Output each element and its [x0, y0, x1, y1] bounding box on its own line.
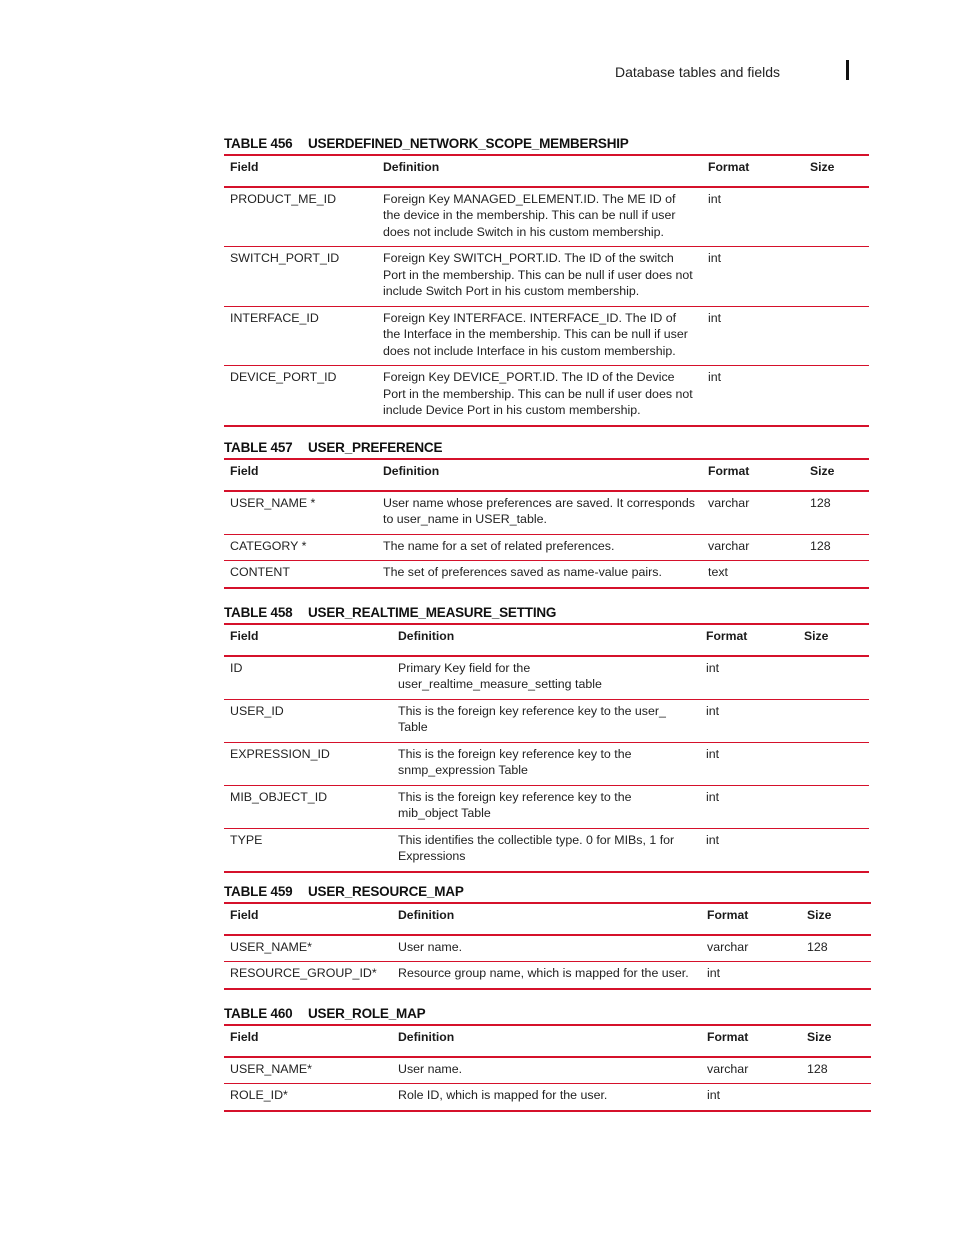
data-table — [224, 902, 871, 990]
table-row — [224, 656, 869, 700]
table-cell — [798, 699, 869, 742]
column-header: Size — [804, 459, 869, 491]
table-cell: SWITCH_PORT_ID — [224, 247, 377, 307]
table-cell: ID — [224, 656, 392, 700]
table-row — [224, 699, 869, 742]
running-header: Database tables and fields — [615, 64, 780, 80]
column-header: Size — [801, 903, 871, 935]
table-cell — [798, 828, 869, 872]
table-cell: int — [700, 699, 798, 742]
column-header: Format — [702, 155, 804, 187]
table-row — [224, 1084, 871, 1111]
table-cell: This is the foreign key reference key to the user_ Table — [392, 699, 700, 742]
table-row — [224, 828, 869, 872]
table-cell: The name for a set of related preferences. — [377, 534, 702, 561]
column-header: Format — [702, 459, 804, 491]
column-header: Field — [224, 155, 377, 187]
table-cell: This identifies the collectible type. 0 for MIBs, 1 for Expressions — [392, 828, 700, 872]
table-row — [224, 247, 869, 307]
table-cell: Resource group name, which is mapped for the user. — [392, 962, 701, 989]
table-cell: PRODUCT_ME_ID — [224, 187, 377, 247]
table-cell — [804, 561, 869, 588]
table-cell: ROLE_ID* — [224, 1084, 392, 1111]
table-block — [224, 438, 869, 589]
table-cell: INTERFACE_ID — [224, 306, 377, 366]
table-block — [224, 134, 869, 427]
table-cell: int — [702, 366, 804, 426]
table-cell — [798, 785, 869, 828]
table-row — [224, 187, 869, 247]
table-number: TABLE 458 — [224, 605, 293, 620]
table-cell: User name. — [392, 1057, 701, 1084]
table-cell: USER_NAME* — [224, 1057, 392, 1084]
table-cell: DEVICE_PORT_ID — [224, 366, 377, 426]
table-cell — [804, 366, 869, 426]
table-number: TABLE 459 — [224, 884, 293, 899]
table-caption — [224, 438, 869, 458]
table-cell — [804, 187, 869, 247]
table-cell: int — [701, 1084, 801, 1111]
table-row — [224, 534, 869, 561]
table-cell: USER_NAME* — [224, 935, 392, 962]
table-cell — [804, 306, 869, 366]
table-cell: Foreign Key SWITCH_PORT.ID. The ID of the switch Port in the membership. This can be null if user does not include Switch Port in his custom membership. — [377, 247, 702, 307]
column-header: Definition — [377, 459, 702, 491]
table-cell — [804, 247, 869, 307]
table-caption — [224, 603, 869, 623]
header-row — [224, 624, 869, 656]
table-row — [224, 785, 869, 828]
column-header: Field — [224, 903, 392, 935]
table-cell: 128 — [804, 491, 869, 535]
table-cell: User name. — [392, 935, 701, 962]
table-cell: varchar — [702, 534, 804, 561]
table-row — [224, 306, 869, 366]
header-bar — [846, 60, 849, 80]
table-title: USER_REALTIME_MEASURE_SETTING — [308, 605, 557, 620]
table-cell: varchar — [701, 935, 801, 962]
table-cell: EXPRESSION_ID — [224, 742, 392, 785]
table-cell — [798, 742, 869, 785]
table-cell: text — [702, 561, 804, 588]
table-caption — [224, 134, 869, 154]
table-cell — [801, 1084, 871, 1111]
column-header: Field — [224, 459, 377, 491]
table-cell: int — [701, 962, 801, 989]
table-cell: USER_NAME * — [224, 491, 377, 535]
column-header: Definition — [392, 903, 701, 935]
table-cell: CATEGORY * — [224, 534, 377, 561]
column-header: Field — [224, 1025, 392, 1057]
table-cell: int — [702, 247, 804, 307]
table-cell: MIB_OBJECT_ID — [224, 785, 392, 828]
table-cell: int — [702, 187, 804, 247]
data-table — [224, 623, 869, 873]
table-cell: varchar — [702, 491, 804, 535]
table-number: TABLE 457 — [224, 440, 293, 455]
column-header: Format — [701, 903, 801, 935]
table-number: TABLE 456 — [224, 136, 293, 151]
column-header: Size — [798, 624, 869, 656]
table-cell: The set of preferences saved as name-value pairs. — [377, 561, 702, 588]
table-cell: int — [700, 742, 798, 785]
table-cell: CONTENT — [224, 561, 377, 588]
table-cell: 128 — [804, 534, 869, 561]
table-row — [224, 1057, 871, 1084]
table-block — [224, 603, 869, 873]
table-cell: Foreign Key MANAGED_ELEMENT.ID. The ME ID of the device in the membership. This can be null if user does not include Switch in his custom membership. — [377, 187, 702, 247]
header-row — [224, 1025, 871, 1057]
table-cell: int — [702, 306, 804, 366]
table-block — [224, 882, 871, 990]
column-header: Definition — [377, 155, 702, 187]
column-header: Format — [701, 1025, 801, 1057]
table-caption — [224, 1004, 871, 1024]
table-cell: int — [700, 785, 798, 828]
header-row — [224, 903, 871, 935]
table-row — [224, 366, 869, 426]
column-header: Field — [224, 624, 392, 656]
column-header: Format — [700, 624, 798, 656]
table-title: USER_PREFERENCE — [308, 440, 443, 455]
data-table — [224, 154, 869, 427]
table-cell: RESOURCE_GROUP_ID* — [224, 962, 392, 989]
table-title: USER_ROLE_MAP — [308, 1006, 426, 1021]
table-cell: Role ID, which is mapped for the user. — [392, 1084, 701, 1111]
table-cell: This is the foreign key reference key to the snmp_expression Table — [392, 742, 700, 785]
table-block — [224, 1004, 871, 1112]
table-cell: Foreign Key DEVICE_PORT.ID. The ID of the Device Port in the membership. This can be null if user does not include Device Port in his custom membership. — [377, 366, 702, 426]
table-cell — [798, 656, 869, 700]
table-cell: TYPE — [224, 828, 392, 872]
table-title: USERDEFINED_NETWORK_SCOPE_MEMBERSHIP — [308, 136, 629, 151]
table-cell: 128 — [801, 1057, 871, 1084]
table-row — [224, 561, 869, 588]
table-cell: int — [700, 656, 798, 700]
table-cell: Foreign Key INTERFACE. INTERFACE_ID. The ID of the Interface in the membership. This can be null if user does not include Interface in his custom membership. — [377, 306, 702, 366]
header-row — [224, 155, 869, 187]
table-row — [224, 935, 871, 962]
header-row — [224, 459, 869, 491]
table-cell: This is the foreign key reference key to the mib_object Table — [392, 785, 700, 828]
column-header: Size — [801, 1025, 871, 1057]
column-header: Definition — [392, 624, 700, 656]
table-cell — [801, 962, 871, 989]
table-row — [224, 962, 871, 989]
table-number: TABLE 460 — [224, 1006, 293, 1021]
table-cell: Primary Key field for the user_realtime_measure_setting table — [392, 656, 700, 700]
table-caption — [224, 882, 871, 902]
table-cell: varchar — [701, 1057, 801, 1084]
table-row — [224, 742, 869, 785]
column-header: Definition — [392, 1025, 701, 1057]
table-row — [224, 491, 869, 535]
table-cell: int — [700, 828, 798, 872]
column-header: Size — [804, 155, 869, 187]
table-title: USER_RESOURCE_MAP — [308, 884, 464, 899]
data-table — [224, 458, 869, 589]
data-table — [224, 1024, 871, 1112]
table-cell: USER_ID — [224, 699, 392, 742]
table-cell: User name whose preferences are saved. It corresponds to user_name in USER_table. — [377, 491, 702, 535]
table-cell: 128 — [801, 935, 871, 962]
